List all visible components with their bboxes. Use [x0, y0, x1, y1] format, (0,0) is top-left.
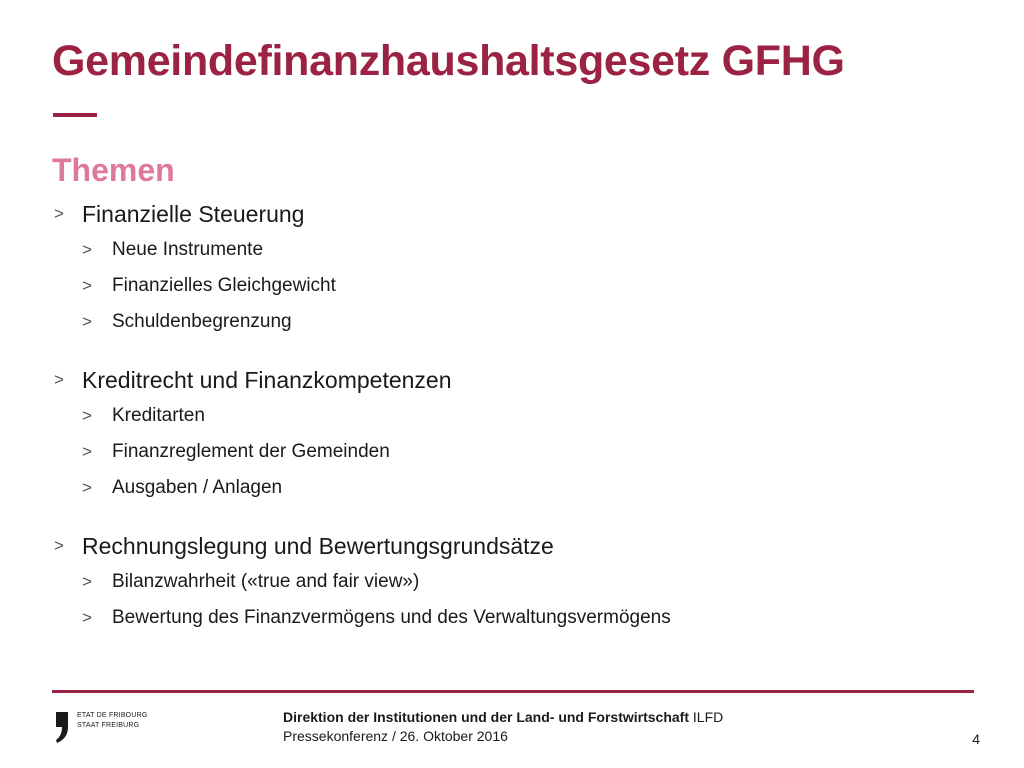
logo-line-fr: ETAT DE FRIBOURG: [77, 712, 148, 719]
organization-abbr: ILFD: [692, 709, 724, 725]
subtopic-item: [52, 564, 972, 600]
subtopic-item: [52, 398, 972, 434]
page-number: 4: [972, 731, 980, 747]
topic-list: [52, 196, 972, 658]
bullet-chevron-icon: >: [82, 312, 92, 331]
bullet-chevron-icon: >: [82, 276, 92, 295]
subtopic-label: Bewertung des Finanzvermögens und des Verwaltungsvermögens: [112, 607, 671, 628]
subtopic-label: Finanzreglement der Gemeinden: [112, 441, 390, 462]
bullet-chevron-icon: >: [54, 204, 64, 223]
subtopic-label: Finanzielles Gleichgewicht: [112, 275, 336, 296]
subtopic-label: Neue Instrumente: [112, 239, 264, 260]
topic-label: Finanzielle Steuerung: [82, 201, 305, 227]
title-underline: [53, 113, 97, 117]
subtopic-label: Kreditarten: [112, 405, 205, 426]
topic-section: [52, 362, 972, 506]
subtopic-label: Ausgaben / Anlagen: [112, 477, 283, 498]
subtopic-item: [52, 470, 972, 506]
footer-divider: [52, 690, 974, 693]
topic-label: Kreditrecht und Finanzkompetenzen: [82, 367, 452, 393]
comma-logo-icon: [52, 709, 72, 745]
topic-label: Rechnungslegung und Bewertungsgrundsätze: [82, 533, 554, 559]
topic-section: [52, 528, 972, 636]
slide-title: Gemeindefinanzhaushaltsgesetz GFHG: [52, 37, 845, 85]
subtopic-item: [52, 304, 972, 340]
bullet-chevron-icon: >: [82, 406, 92, 425]
bullet-chevron-icon: >: [82, 478, 92, 497]
subtopic-item: [52, 434, 972, 470]
bullet-chevron-icon: >: [82, 572, 92, 591]
bullet-chevron-icon: >: [54, 370, 64, 389]
organization-name: Direktion der Institutionen und der Land- und Forstwirtschaft: [283, 709, 689, 725]
subtopic-item: [52, 268, 972, 304]
slide-subtitle: Themen: [52, 152, 175, 188]
topic-item: [52, 362, 972, 398]
canton-logo: [52, 709, 152, 749]
subtopic-item: [52, 232, 972, 268]
topic-item: [52, 196, 972, 232]
subtopic-label: Schuldenbegrenzung: [112, 311, 292, 332]
bullet-chevron-icon: >: [82, 442, 92, 461]
bullet-chevron-icon: >: [54, 536, 64, 555]
subtopic-label: Bilanzwahrheit («true and fair view»): [112, 571, 420, 592]
subtopic-item: [52, 600, 972, 636]
logo-wordmark: [77, 711, 147, 731]
logo-line-de: STAAT FREIBURG: [77, 722, 140, 729]
topic-section: [52, 196, 972, 340]
footer-event: Pressekonferenz / 26. Oktober 2016: [283, 728, 508, 744]
topic-item: [52, 528, 972, 564]
bullet-chevron-icon: >: [82, 608, 92, 627]
bullet-chevron-icon: >: [82, 240, 92, 259]
footer-organization: [283, 708, 723, 726]
